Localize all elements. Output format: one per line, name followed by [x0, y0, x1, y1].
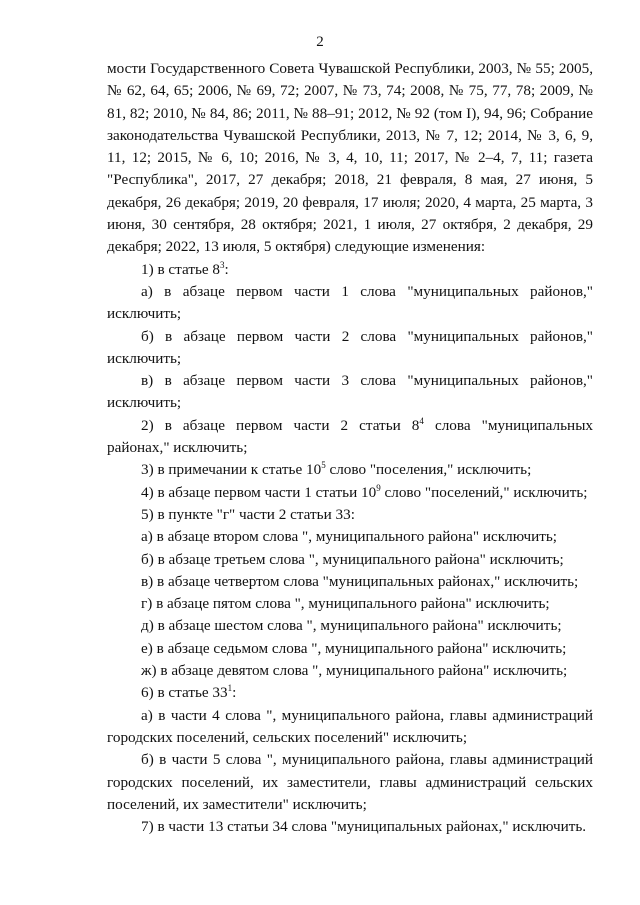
- paragraph-text: б) в абзаце третьем слова ", муниципального района" исключить;: [141, 550, 564, 568]
- paragraph-text: г) в абзаце пятом слова ", муниципального района" исключить;: [141, 595, 550, 613]
- paragraph-text: д) в абзаце шестом слова ", муниципального района" исключить;: [141, 617, 562, 635]
- paragraph-text: 1) в статье 8: [141, 260, 221, 278]
- paragraph-p5f: [107, 638, 593, 660]
- paragraph-text: 5) в пункте "г" части 2 статьи 33:: [141, 505, 355, 523]
- paragraph-text: в) в абзаце четвертом слова "муниципальных районах," исключить;: [141, 572, 579, 590]
- paragraph-text-continued: слово "поселения," исключить;: [325, 461, 532, 479]
- paragraph-text: а) в части 4 слова ", муниципального района, главы администраций городских поселений, сельских поселений" исключить;: [107, 706, 593, 746]
- paragraph-p5: [107, 504, 593, 526]
- paragraph-text: ж) в абзаце девятом слова ", муниципального района" исключить;: [141, 662, 568, 680]
- paragraph-p1: [107, 259, 593, 281]
- paragraph-p6b: [107, 749, 593, 816]
- paragraph-p6: [107, 682, 593, 704]
- paragraph-p5a: [107, 526, 593, 548]
- paragraph-text-continued: слова "муниципальных районах," исключить;: [107, 416, 593, 457]
- paragraph-p5e: [107, 615, 593, 637]
- superscript-index: 4: [419, 415, 424, 426]
- document-body: [107, 58, 593, 838]
- paragraph-text: 6) в статье 33: [141, 684, 228, 702]
- paragraph-p5b: [107, 549, 593, 571]
- paragraph-text-continued: :: [224, 260, 229, 278]
- paragraph-text-continued: :: [232, 684, 237, 702]
- paragraph-text: в) в абзаце первом части 3 слова "муниципальных районов," исключить;: [107, 372, 593, 412]
- paragraph-p2: [107, 415, 593, 460]
- paragraph-p7: [107, 816, 593, 838]
- paragraph-intro: [107, 58, 593, 259]
- paragraph-p1c: [107, 370, 593, 415]
- superscript-index: 1: [227, 683, 233, 694]
- paragraph-p1a: [107, 281, 593, 326]
- paragraph-text-continued: слово "поселений," исключить;: [380, 483, 588, 501]
- paragraph-p6a: [107, 705, 593, 750]
- paragraph-p1b: [107, 326, 593, 371]
- page-number: 2: [316, 34, 324, 50]
- paragraph-text: 7) в части 13 статьи 34 слова "муниципальных районах," исключить.: [141, 818, 587, 836]
- paragraph-text: 3) в примечании к статье 10: [141, 461, 322, 479]
- paragraph-p5g: [107, 660, 593, 682]
- superscript-index: 9: [376, 482, 381, 493]
- paragraph-p4: [107, 482, 593, 504]
- paragraph-p5c: [107, 571, 593, 593]
- paragraph-text: б) в абзаце первом части 2 слова "муниципальных районов," исключить;: [107, 327, 593, 367]
- paragraph-text: е) в абзаце седьмом слова ", муниципального района" исключить;: [141, 639, 567, 657]
- paragraph-p5d: [107, 593, 593, 615]
- paragraph-p3: [107, 459, 593, 481]
- paragraph-text: а) в абзаце втором слова ", муниципального района" исключить;: [141, 528, 558, 546]
- paragraph-text: б) в части 5 слова ", муниципального района, главы администраций городских поселений, их заместители, главы администраций сельских поселений, их заместители" исключить;: [107, 751, 593, 813]
- superscript-index: 3: [220, 259, 225, 270]
- paragraph-text: мости Государственного Совета Чувашской Республики, 2003, № 55; 2005, № 62, 64, 65; 2006, № 69, 72; 2007, № 73, 74; 2008, № 75, 77, 78; 2009, № 81, 82; 2010, № 84, 86; 2011, № 88–91; 2012, № 92 (том I), 94, 96; Собрание законодательства Чувашской Республики, 2013, № 7, 12; 2014, № 3, 6, 9, 11, 12; 2015, № 6, 10; 2016, № 3, 4, 10, 11; 2017, № 2–4, 7, 11; газета "Республика", 2017, 27 декабря; 2018, 21 февраля, 8 мая, 27 июня, 5 декабря, 26 декабря; 2019, 20 февраля, 17 июля; 2020, 4 марта, 25 марта, 3 июня, 30 сентября, 28 октября; 2021, 1 июля, 27 октября, 2 декабря, 29 декабря; 2022, 13 июля, 5 октября) следующие изменения:: [107, 60, 593, 256]
- paragraph-text: 2) в абзаце первом части 2 статьи 8: [141, 416, 420, 434]
- superscript-index: 5: [321, 460, 326, 471]
- paragraph-text: 4) в абзаце первом части 1 статьи 10: [141, 483, 377, 501]
- paragraph-text: а) в абзаце первом части 1 слова "муниципальных районов," исключить;: [107, 282, 593, 323]
